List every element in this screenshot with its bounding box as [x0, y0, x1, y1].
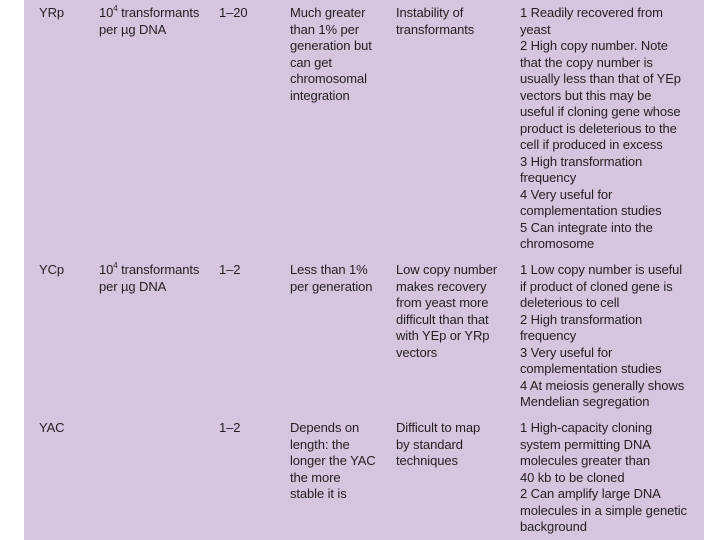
loss-rate: Less than 1% per generation [290, 262, 373, 294]
copy-number: 1–2 [219, 262, 241, 277]
vector-name: YAC [39, 420, 65, 435]
vector-name: YCp [39, 262, 64, 277]
table-panel [24, 0, 704, 540]
disadvantages: Low copy number makes recovery from yeast more difficult than that with YEp or YRp vectors [396, 262, 498, 360]
advantages: 1 Low copy number is useful if product of cloned gene is deleterious to cell 2 High transformation frequency 3 Very useful for complementation studies 4 At meiosis generally shows Mendelian segregation [520, 262, 685, 409]
transformation-frequency: $10^4$ transformants per µg DNA [99, 260, 200, 294]
vector-name: YRp [39, 5, 64, 20]
loss-rate: Depends on length: the longer the YAC the more stable it is [290, 420, 376, 501]
transformation-frequency: $10^4$ transformants per µg DNA [99, 3, 200, 37]
copy-number: 1–2 [219, 420, 241, 435]
advantages: 1 High-capacity cloning system permitting DNA molecules greater than 40 kb to be cloned 2 Can amplify large DNA molecules in a simple genetic background [520, 420, 687, 534]
disadvantages: Instability of transformants [396, 5, 475, 37]
loss-rate: Much greater than 1% per generation but can get chromosomal integration [290, 5, 372, 103]
frequency-exponent: 4 [113, 260, 118, 270]
frequency-exponent: 4 [113, 3, 118, 13]
copy-number: 1–20 [219, 5, 248, 20]
advantages: 1 Readily recovered from yeast 2 High copy number. Note that the copy number is usually less than that of YEp vectors but this may be useful if cloning gene whose product is deleterious to the cell if produced in excess 3 High transformation frequency 4 Very useful for complementation studies 5 Can integrate into the chromosome [520, 5, 681, 251]
disadvantages: Difficult to map by standard techniques [396, 420, 481, 468]
